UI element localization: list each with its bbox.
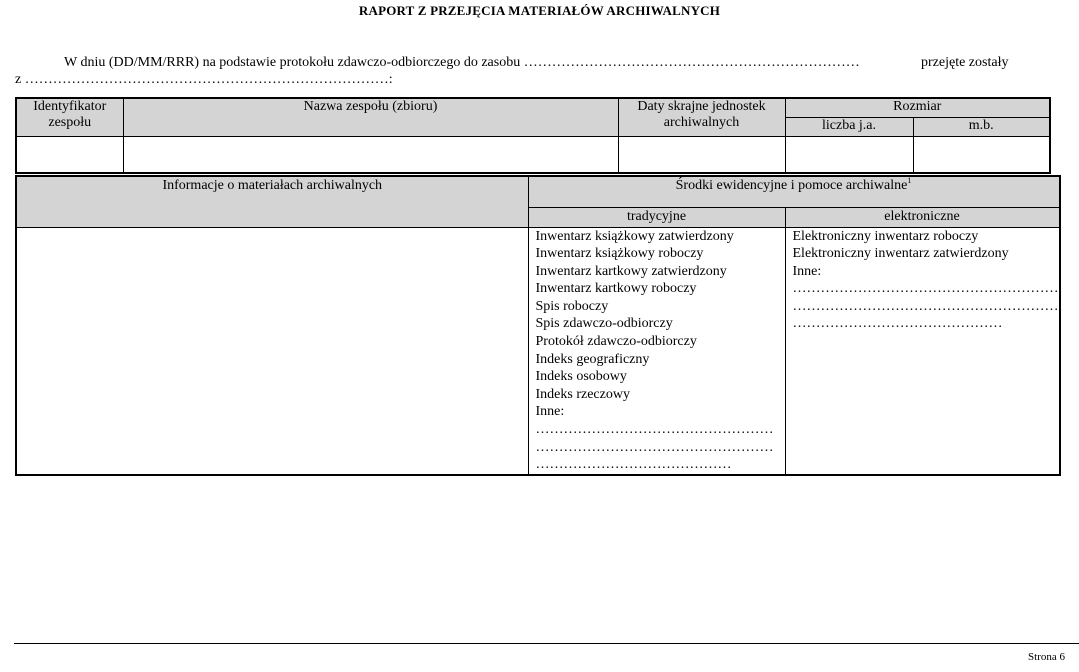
header-collection-name: Nazwa zespołu (zbioru) [123,98,618,136]
header-finding-aids-label: Środki ewidencyjne i pomoce archiwalne [675,178,908,193]
document-title: RAPORT Z PRZEJĘCIA MATERIAŁÓW ARCHIWALNYCH [358,3,721,18]
list-item-blank: ………………………………………………… [792,281,1059,297]
list-item: Protokół zdawczo-odbiorczy [535,334,697,350]
header-size-units: liczba j.a. [785,117,913,136]
list-item-blank: ……………………………………… [792,316,1003,332]
list-item: Indeks osobowy [535,369,627,385]
list-item-blank: …………………………………………… [535,422,774,438]
cell-identifier[interactable] [16,136,123,173]
header-size-meters: m.b. [913,117,1050,136]
header-electronic: elektroniczne [785,207,1060,227]
list-item: Inwentarz kartkowy zatwierdzony [535,263,727,279]
cell-size-units[interactable] [785,136,913,173]
list-item-blank: …………………………………… [535,457,732,473]
list-item-blank: …………………………………………… [535,439,774,455]
header-materials-info: Informacje o materiałach archiwalnych [16,176,528,227]
footer-divider [14,643,1079,644]
header-date-range: Daty skrajne jednostek archiwalnych [618,98,785,136]
electronic-list [785,227,1060,475]
header-size: Rozmiar [785,98,1050,117]
cell-collection-name[interactable] [123,136,618,173]
list-item: Spis zdawczo-odbiorczy [535,316,673,332]
list-item: Indeks rzeczowy [535,386,630,402]
list-item: Inwentarz książkowy roboczy [535,246,704,262]
materials-table [15,175,1061,476]
list-item: Spis roboczy [535,298,609,314]
header-identifier: Identyfikator zespołu [16,98,123,136]
intro-line-2: z ……………………………………………………………………: [15,72,393,87]
intro-line-1-text: W dniu (DD/MM/RRR) na podstawie protokołu zdawczo-odbiorczego do zasobu ……………………………………………………………… [64,55,860,70]
list-item: Elektroniczny inwentarz roboczy [792,228,979,244]
list-item-blank: ………………………………………………… [792,298,1059,314]
list-item: Indeks geograficzny [535,351,650,367]
collection-table [15,97,1051,174]
header-traditional: tradycyjne [528,207,785,227]
list-item: Elektroniczny inwentarz zatwierdzony [792,246,1009,262]
cell-materials-info[interactable] [16,227,528,475]
list-item: Inwentarz kartkowy roboczy [535,281,697,297]
page-number: Strona 6 [1028,651,1065,663]
intro-line-1 [64,55,1009,71]
list-item: Inne: [792,263,822,279]
cell-date-range[interactable] [618,136,785,173]
list-item: Inne: [535,404,565,420]
traditional-list [528,227,785,475]
header-finding-aids [528,176,1060,207]
cell-size-meters[interactable] [913,136,1050,173]
list-item: Inwentarz książkowy zatwierdzony [535,228,734,244]
footnote-marker: 1 [907,176,912,185]
intro-line-1-end: przejęte zostały [921,55,1009,70]
